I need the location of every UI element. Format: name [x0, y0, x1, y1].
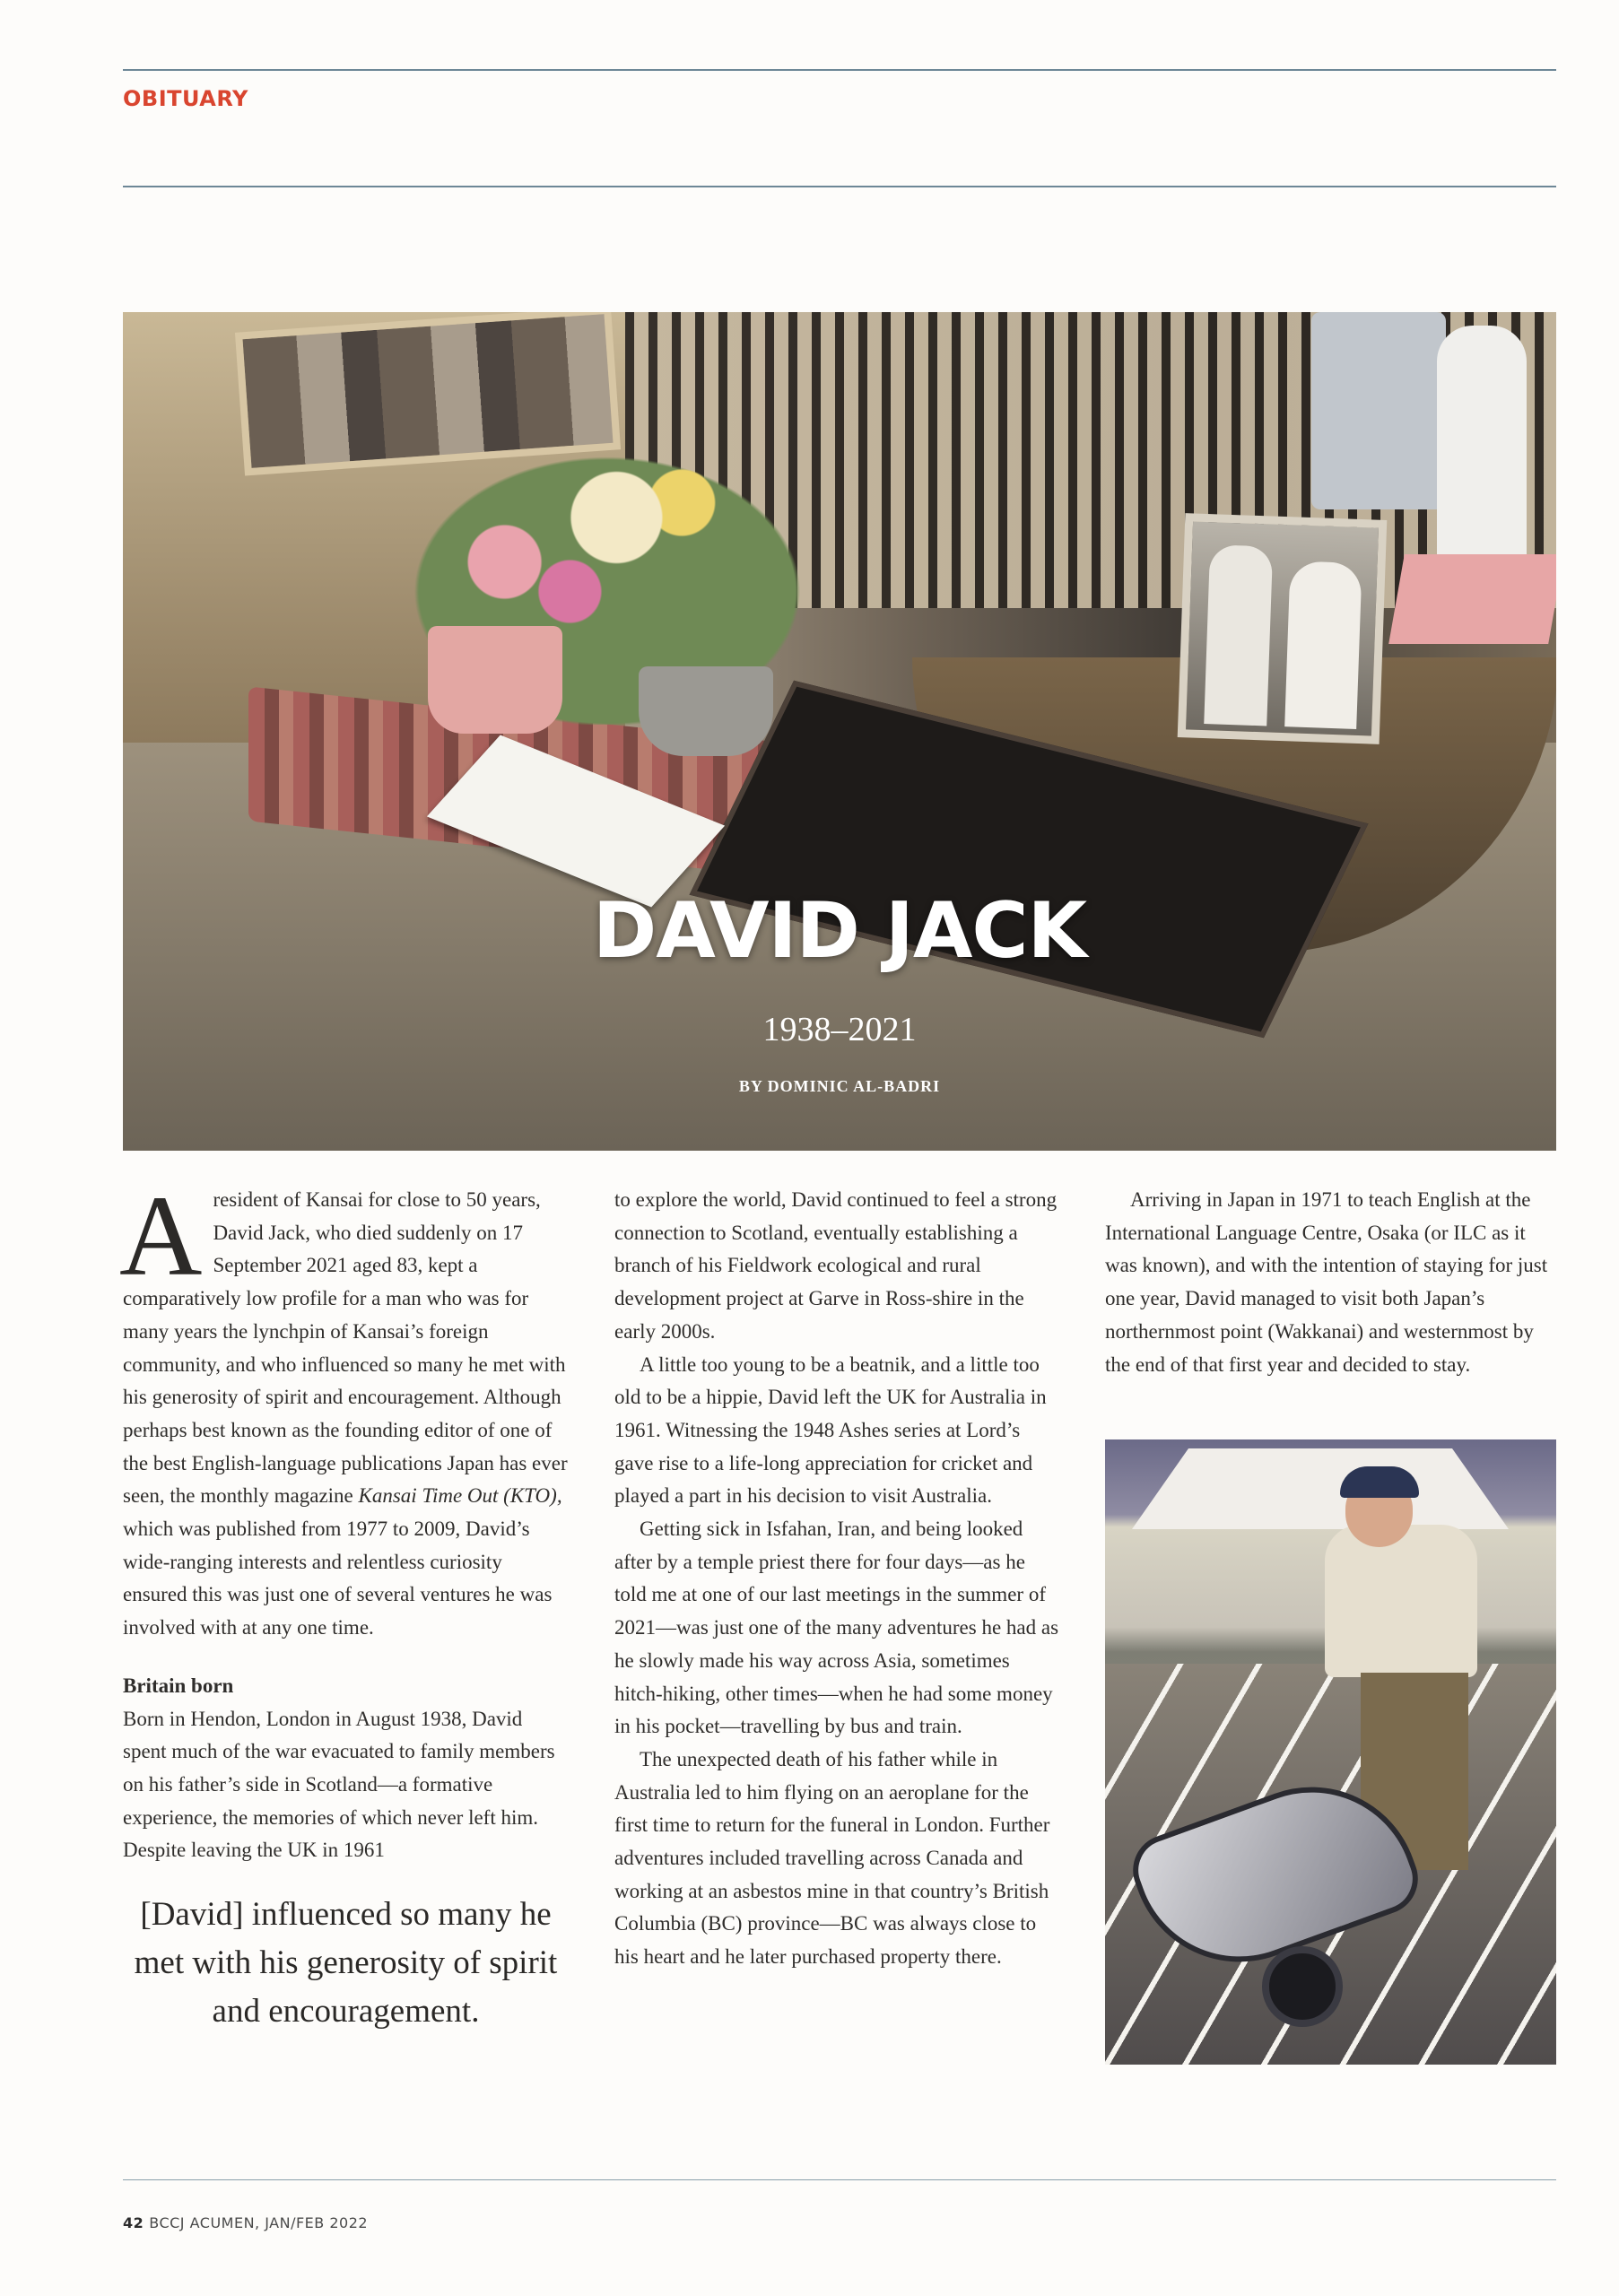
- article-paragraph: Born in Hendon, London in August 1938, David spent much of the war evacuated to family members on his father’s side in Scotland—a formative experience, the memories of which never left him. Despite leaving the UK in 1961: [123, 1707, 555, 1862]
- article-byline: BY DOMINIC AL-BADRI: [738, 1077, 941, 1095]
- hero-wrapped-bottle: [1437, 326, 1527, 568]
- hero-grey-vase: [639, 666, 773, 756]
- article-paragraph: Getting sick in Isfahan, Iran, and being looked after by a temple priest there for four days—as he told me at one of our last meetings in the summer of 2021—was just one of the many adventures he had as he slowly made his way across Asia, sometimes hitch-hiking, other times—when he had some money in his pocket—travelling by bus and train.: [614, 1518, 1059, 1738]
- article-paragraph: The unexpected death of his father while in Australia led to him flying on an aeroplane for the first time to return for the funeral in London. Further adventures included travelling across Canada and working at an asbestos mine in that country’s British Columbia (BC) province—BC was always close to his heart and he later purchased property there.: [614, 1747, 1050, 1969]
- wheelbarrow-photo: [1105, 1439, 1556, 2065]
- article-paragraph: A little too young to be a beatnik, and a little too old to be a hippie, David left the UK for Australia in 1961. Witnessing the 1948 Ashes series at Lord’s gave rise to a life-long appreciation for cricket and played a part in his decision to visit Australia.: [614, 1352, 1047, 1508]
- footer-rule: [123, 2179, 1556, 2180]
- article-paragraph: to explore the world, David continued to feel a strong connection to Scotland, eventually establishing a branch of his Fieldwork ecological and rural development project at Garve in Ross-shire in the early 2000s.: [614, 1188, 1058, 1343]
- article-title: DAVID JACK: [592, 886, 1087, 976]
- hero-pink-vase: [428, 626, 562, 734]
- section-label: OBITUARY: [123, 86, 248, 111]
- article-column-2: [614, 1184, 1060, 1974]
- article-paragraph: Arriving in Japan in 1971 to teach English at the International Language Centre, Osaka (or ILC as it was known), and with the intention of staying for just one year, David managed to visit both Japan’s northernmost point (Wakkanai) and westernmost by the end of that first year and decided to stay.: [1105, 1188, 1548, 1376]
- hero-photo: [123, 312, 1556, 1151]
- subheading: Britain born: [123, 1674, 234, 1697]
- photo-wheel: [1262, 1946, 1343, 2027]
- photo-tent: [1132, 1448, 1509, 1529]
- publication-name: BCCJ ACUMEN, JAN/FEB 2022: [149, 2214, 369, 2231]
- article-column-3: [1105, 1184, 1556, 1381]
- hero-pink-binder: [1388, 554, 1556, 644]
- header-rule: [123, 186, 1556, 187]
- top-rule: [123, 69, 1556, 71]
- article-dates: 1938–2021: [762, 1011, 917, 1048]
- hero-box: [1311, 312, 1446, 509]
- pull-quote: [David] influenced so many he met with his generosity of spirit and encouragement.: [134, 1896, 558, 2031]
- article-column-1: [119, 1172, 569, 2036]
- article-paragraph: Aresident of Kansai for close to 50 years, David Jack, who died suddenly on 17 September 2021 aged 83, kept a comparatively low profile for a man who was for many years the lynchpin of Kansai’s foreign community, and who influenced so many he met with his generosity of spirit and encouragement. Although perhaps best known as the founding editor of one of the best English-language publications Japan has ever seen, the monthly magazine Kansai Time Out (KTO), which was published from 1977 to 2009, David’s wide-ranging interests and relentless curiosity ensured this was just one of several ventures he was involved with at any one time.: [119, 1172, 568, 1639]
- photo-man-shirt: [1325, 1525, 1477, 1677]
- page-footer: [123, 2214, 368, 2231]
- hero-framed-photo: [1178, 513, 1388, 744]
- page-number: 42: [123, 2214, 144, 2231]
- drop-cap: A: [119, 1172, 203, 1300]
- photo-cap: [1340, 1466, 1419, 1498]
